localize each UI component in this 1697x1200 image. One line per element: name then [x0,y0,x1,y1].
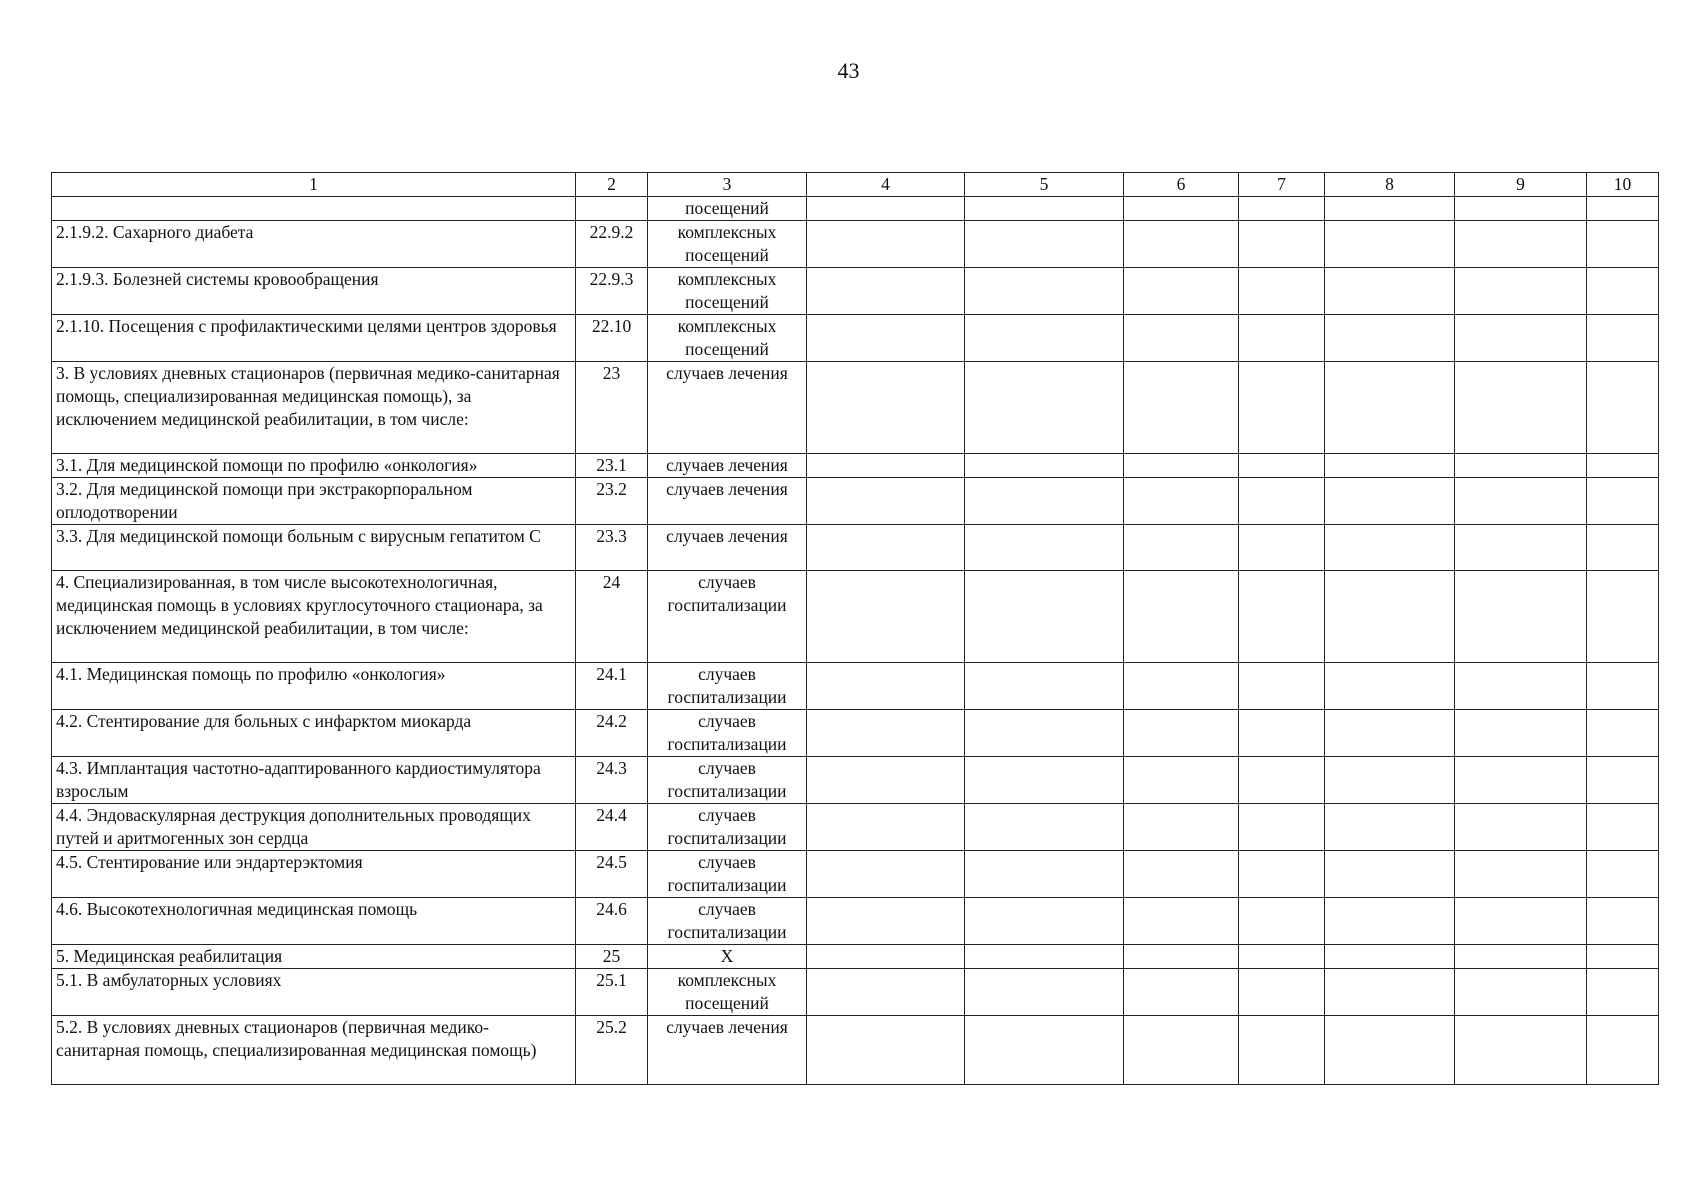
empty-value-cell [1124,757,1239,804]
empty-value-cell [1325,571,1455,663]
empty-value-cell [807,525,965,571]
empty-value-cell [1587,315,1659,362]
empty-value-cell [965,571,1124,663]
empty-value-cell [1587,571,1659,663]
row-unit-cell: случаев госпитализации [648,571,807,663]
row-name-cell: 4.3. Имплантация частотно-адаптированного кардиостимулятора взрослым [52,757,576,804]
empty-value-cell [1325,663,1455,710]
empty-value-cell [965,804,1124,851]
empty-value-cell [1239,362,1325,454]
table-row [52,1016,1659,1085]
empty-value-cell [807,571,965,663]
row-unit-cell: комплексных посещений [648,268,807,315]
row-name-cell: 4.5. Стентирование или эндартерэктомия [52,851,576,898]
empty-value-cell [1587,757,1659,804]
empty-value-cell [807,898,965,945]
empty-value-cell [1587,969,1659,1016]
empty-value-cell [1587,478,1659,525]
empty-value-cell [1239,757,1325,804]
empty-value-cell [1325,757,1455,804]
empty-value-cell [1124,315,1239,362]
row-code-cell: 24.4 [576,804,648,851]
row-name-cell: 3.2. Для медицинской помощи при экстракорпоральном оплодотворении [52,478,576,525]
table-row [52,478,1659,525]
empty-value-cell [1455,663,1587,710]
empty-value-cell [1325,804,1455,851]
empty-value-cell [1587,898,1659,945]
row-name-cell: 2.1.10. Посещения с профилактическими целями центров здоровья [52,315,576,362]
empty-value-cell [1587,362,1659,454]
empty-value-cell [1124,221,1239,268]
row-unit-cell: комплексных посещений [648,315,807,362]
empty-value-cell [1124,969,1239,1016]
row-name-cell: 2.1.9.3. Болезней системы кровообращения [52,268,576,315]
row-unit-cell: случаев лечения [648,454,807,478]
empty-value-cell [807,268,965,315]
empty-value-cell [1587,851,1659,898]
table-row [52,757,1659,804]
empty-value-cell [1587,221,1659,268]
empty-value-cell [807,315,965,362]
table-row [52,710,1659,757]
empty-value-cell [1239,710,1325,757]
row-code-cell: 22.9.3 [576,268,648,315]
empty-value-cell [965,945,1124,969]
empty-value-cell [1124,362,1239,454]
empty-value-cell [1587,710,1659,757]
row-code-cell: 24.5 [576,851,648,898]
row-unit-cell: случаев лечения [648,362,807,454]
row-name-cell: 4.6. Высокотехнологичная медицинская помощь [52,898,576,945]
header-row [52,173,1659,197]
row-unit-cell: случаев госпитализации [648,663,807,710]
empty-value-cell [807,710,965,757]
empty-value-cell [1455,454,1587,478]
empty-value-cell [807,851,965,898]
empty-value-cell [1587,268,1659,315]
column-number-header: 1 [52,173,576,197]
empty-value-cell [1325,221,1455,268]
row-name-cell: 5. Медицинская реабилитация [52,945,576,969]
empty-value-cell [1325,268,1455,315]
empty-value-cell [1124,710,1239,757]
empty-value-cell [1325,969,1455,1016]
column-number-header: 2 [576,173,648,197]
empty-value-cell [965,221,1124,268]
table-row [52,663,1659,710]
row-name-cell: 4.2. Стентирование для больных с инфарктом миокарда [52,710,576,757]
row-name-cell: 2.1.9.2. Сахарного диабета [52,221,576,268]
empty-value-cell [1455,221,1587,268]
empty-value-cell [1124,571,1239,663]
table-row [52,197,1659,221]
row-name-cell: 5.1. В амбулаторных условиях [52,969,576,1016]
empty-value-cell [1239,1016,1325,1085]
empty-value-cell [1239,969,1325,1016]
column-number-header: 9 [1455,173,1587,197]
table-row [52,315,1659,362]
row-unit-cell: случаев лечения [648,525,807,571]
empty-value-cell [1239,478,1325,525]
row-name-cell: 4.4. Эндоваскулярная деструкция дополнительных проводящих путей и аритмогенных зон сердца [52,804,576,851]
row-code-cell: 24.6 [576,898,648,945]
empty-value-cell [1587,525,1659,571]
row-code-cell: 25.1 [576,969,648,1016]
page-number: 43 [837,58,860,83]
empty-value-cell [1455,710,1587,757]
row-unit-cell: случаев госпитализации [648,710,807,757]
row-code-cell: 24 [576,571,648,663]
row-unit-cell: случаев госпитализации [648,804,807,851]
empty-value-cell [807,757,965,804]
empty-value-cell [1455,197,1587,221]
row-unit-cell: комплексных посещений [648,221,807,268]
empty-value-cell [1325,197,1455,221]
empty-value-cell [1124,663,1239,710]
row-unit-cell: случаев госпитализации [648,898,807,945]
row-name-cell: 3. В условиях дневных стационаров (первичная медико-санитарная помощь, специализированная медицинская помощь), за исключением медицинской реабилитации, в том числе: [52,362,576,454]
row-unit-cell: Х [648,945,807,969]
empty-value-cell [1239,945,1325,969]
empty-value-cell [1587,945,1659,969]
row-code-cell [576,197,648,221]
empty-value-cell [1455,1016,1587,1085]
empty-value-cell [1587,454,1659,478]
table-row [52,945,1659,969]
empty-value-cell [1124,197,1239,221]
empty-value-cell [1455,478,1587,525]
empty-value-cell [1124,478,1239,525]
empty-value-cell [1239,898,1325,945]
empty-value-cell [1325,945,1455,969]
empty-value-cell [807,1016,965,1085]
empty-value-cell [807,804,965,851]
table-row [52,362,1659,454]
empty-value-cell [1455,362,1587,454]
empty-value-cell [1455,945,1587,969]
empty-value-cell [965,478,1124,525]
column-number-header: 3 [648,173,807,197]
empty-value-cell [1455,571,1587,663]
empty-value-cell [1587,804,1659,851]
empty-value-cell [965,757,1124,804]
empty-value-cell [1325,851,1455,898]
empty-value-cell [965,663,1124,710]
empty-value-cell [1239,851,1325,898]
table-row [52,268,1659,315]
empty-value-cell [1124,851,1239,898]
empty-value-cell [807,663,965,710]
row-code-cell: 23.2 [576,478,648,525]
empty-value-cell [1124,525,1239,571]
empty-value-cell [807,362,965,454]
empty-value-cell [965,969,1124,1016]
empty-value-cell [1587,663,1659,710]
empty-value-cell [1325,710,1455,757]
row-code-cell: 24.2 [576,710,648,757]
empty-value-cell [1325,478,1455,525]
row-code-cell: 24.3 [576,757,648,804]
empty-value-cell [1325,315,1455,362]
column-number-header: 5 [965,173,1124,197]
empty-value-cell [1124,454,1239,478]
row-code-cell: 25.2 [576,1016,648,1085]
empty-value-cell [965,898,1124,945]
empty-value-cell [1455,268,1587,315]
empty-value-cell [1325,454,1455,478]
row-name-cell: 4.1. Медицинская помощь по профилю «онкология» [52,663,576,710]
row-code-cell: 24.1 [576,663,648,710]
empty-value-cell [965,315,1124,362]
row-code-cell: 25 [576,945,648,969]
column-number-header: 4 [807,173,965,197]
empty-value-cell [807,454,965,478]
empty-value-cell [1239,571,1325,663]
row-unit-cell: посещений [648,197,807,221]
table-row [52,571,1659,663]
empty-value-cell [1239,221,1325,268]
table-row [52,804,1659,851]
table-row [52,221,1659,268]
empty-value-cell [1239,197,1325,221]
table-row [52,851,1659,898]
row-code-cell: 23.3 [576,525,648,571]
empty-value-cell [1239,268,1325,315]
empty-value-cell [807,221,965,268]
empty-value-cell [1455,315,1587,362]
table-row [52,454,1659,478]
empty-value-cell [965,851,1124,898]
row-unit-cell: случаев лечения [648,478,807,525]
table-row [52,525,1659,571]
empty-value-cell [1239,663,1325,710]
empty-value-cell [1239,454,1325,478]
empty-value-cell [807,478,965,525]
empty-value-cell [1325,525,1455,571]
empty-value-cell [1455,851,1587,898]
empty-value-cell [1124,1016,1239,1085]
row-code-cell: 22.9.2 [576,221,648,268]
empty-value-cell [965,1016,1124,1085]
table-body [52,197,1659,1085]
empty-value-cell [1455,525,1587,571]
empty-value-cell [1587,1016,1659,1085]
empty-value-cell [1124,804,1239,851]
empty-value-cell [1325,898,1455,945]
empty-value-cell [965,525,1124,571]
empty-value-cell [1587,197,1659,221]
empty-value-cell [1325,362,1455,454]
empty-value-cell [1325,1016,1455,1085]
table-row [52,969,1659,1016]
column-number-header: 8 [1325,173,1455,197]
empty-value-cell [965,362,1124,454]
row-unit-cell: случаев госпитализации [648,757,807,804]
empty-value-cell [807,969,965,1016]
table-row [52,898,1659,945]
empty-value-cell [1455,898,1587,945]
row-unit-cell: случаев лечения [648,1016,807,1085]
row-code-cell: 22.10 [576,315,648,362]
row-code-cell: 23 [576,362,648,454]
row-name-cell: 3.3. Для медицинской помощи больным с вирусным гепатитом С [52,525,576,571]
empty-value-cell [965,197,1124,221]
row-name-cell: 3.1. Для медицинской помощи по профилю «онкология» [52,454,576,478]
empty-value-cell [807,945,965,969]
empty-value-cell [1455,757,1587,804]
empty-value-cell [1455,804,1587,851]
empty-value-cell [965,268,1124,315]
column-number-header: 10 [1587,173,1659,197]
row-code-cell: 23.1 [576,454,648,478]
row-name-cell: 5.2. В условиях дневных стационаров (первичная медико-санитарная помощь, специализированная медицинская помощь) [52,1016,576,1085]
empty-value-cell [965,454,1124,478]
empty-value-cell [1239,804,1325,851]
row-name-cell: 4. Специализированная, в том числе высокотехнологичная, медицинская помощь в условиях круглосуточного стационара, за исключением медицинской реабилитации, в том числе: [52,571,576,663]
row-name-cell [52,197,576,221]
empty-value-cell [807,197,965,221]
empty-value-cell [1124,898,1239,945]
empty-value-cell [965,710,1124,757]
empty-value-cell [1239,315,1325,362]
column-number-header: 7 [1239,173,1325,197]
row-unit-cell: случаев госпитализации [648,851,807,898]
column-number-header: 6 [1124,173,1239,197]
empty-value-cell [1124,945,1239,969]
row-unit-cell: комплексных посещений [648,969,807,1016]
empty-value-cell [1455,969,1587,1016]
data-table [51,172,1659,1085]
empty-value-cell [1239,525,1325,571]
empty-value-cell [1124,268,1239,315]
